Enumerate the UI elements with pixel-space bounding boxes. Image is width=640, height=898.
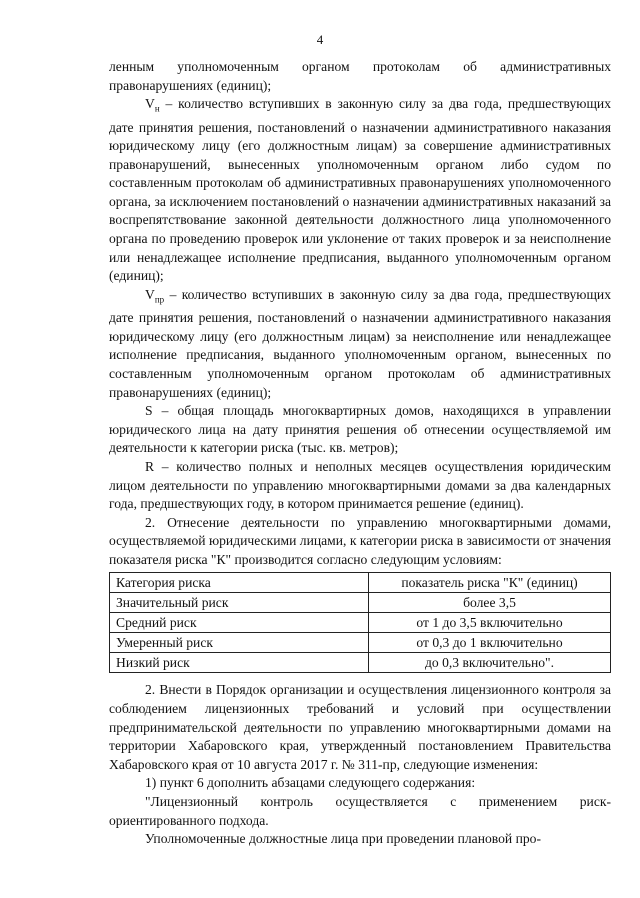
risk-category-table [109, 572, 611, 673]
table-cell-value: от 1 до 3,5 включительно [369, 613, 611, 633]
paragraph-point-6: 1) пункт 6 дополнить абзацами следующего содержания: [145, 775, 476, 791]
variable-v: V [145, 286, 155, 302]
variable-subscript: н [154, 103, 160, 114]
paragraph-amendment-intro: 2. Внести в Порядок организации и осуществления лицензионного контроля за соблюдением лицензионных требований и условий при осуществлении предпринимательской деятельности по управлению многоквартирными домами на территории Хабаровского края, утвержденный постановлением Правительства Хабаровского края от 10 августа 2017 г. № 311-пр, следующие изменения: [109, 682, 611, 772]
paragraph-s-definition: S – общая площадь многоквартирных домов, находящихся в управлении юридического лица на дату принятия решения об отнесении осуществляемой им деятельности к категории риска (тыс. кв. метров); [109, 403, 611, 456]
paragraph-vpr-definition [109, 286, 611, 402]
paragraph-vn-definition [109, 95, 611, 286]
table-row [110, 593, 611, 613]
table-cell-category: Низкий риск [110, 653, 369, 673]
paragraph-r-definition: R – количество полных и неполных месяцев осуществления юридическим лицом деятельности по управлению многоквартирными домами за два календарных года, предшествующих году, в котором принимается решение (единиц). [109, 458, 611, 512]
variable-v: V [145, 96, 155, 112]
table-cell-category: Средний риск [110, 613, 369, 633]
document-body [109, 58, 611, 849]
paragraph-officials: Уполномоченные должностные лица при проведении плановой про- [145, 831, 541, 847]
table-header-cell: показатель риска "К" (единиц) [369, 573, 611, 593]
table-cell-value: до 0,3 включительно". [369, 653, 611, 673]
page-number: 4 [316, 32, 324, 47]
paragraph-text: – количество вступивших в законную силу за два года, предшествующих дате принятия решения, постановлений о назначении административного наказания юридическому лицу (его должностным лицам) за совершение административных правонарушений, вынесенных уполномоченным органом либо судом по составленным протоколам об административных правонарушениях уполномоченного органа, за исключением постановлений о назначении административных наказаний за воспрепятствование законной деятельности должностного лица уполномоченного органа по проведению проверок или уклонение от таких проверок и за неисполнение или ненадлежащее исполнение предписания, выданного уполномоченным органом (единиц); [109, 96, 611, 284]
variable-subscript: пр [154, 294, 165, 305]
table-cell-category: Умеренный риск [110, 633, 369, 653]
table-row [110, 653, 611, 673]
table-row [110, 633, 611, 653]
table-row [110, 613, 611, 633]
table-header-cell: Категория риска [110, 573, 369, 593]
paragraph-risk-classification: 2. Отнесение деятельности по управлению многоквартирными домами, осуществляемой юридическими лицами, к категории риска в зависимости от значения показателя риска "К" производится согласно следующим условиям: [109, 514, 611, 567]
paragraph-continuation: ленным уполномоченным органом протоколам об административных правонарушениях (единиц); [109, 59, 611, 93]
paragraph-text: – количество вступивших в законную силу за два года, предшествующих дате принятия решения, постановлений о назначении административного наказания юридическому лицу (его должностным лицам) за неисполнение или ненадлежащее исполнение предписания, выданного уполномоченным органом, вынесенных по составленным уполномоченным органом протоколам об административных правонарушениях (единиц); [109, 286, 611, 400]
paragraph-quoted-text: "Лицензионный контроль осуществляется с применением риск-ориентированного подхода. [109, 794, 611, 828]
table-cell-category: Значительный риск [110, 593, 369, 613]
table-cell-value: более 3,5 [369, 593, 611, 613]
table-cell-value: от 0,3 до 1 включительно [369, 633, 611, 653]
table-header-row [110, 573, 611, 593]
